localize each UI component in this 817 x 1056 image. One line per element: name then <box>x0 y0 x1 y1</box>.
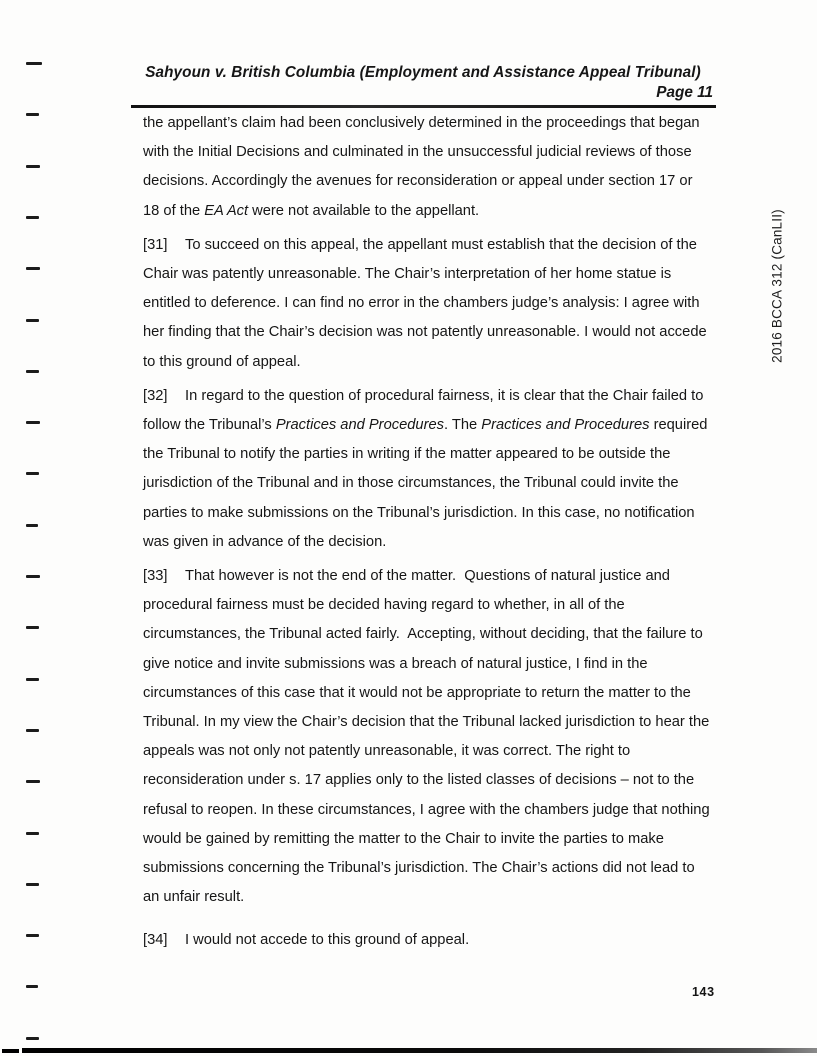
scan-edge-dash <box>2 1049 19 1053</box>
margin-scan-dash <box>26 985 38 988</box>
case-title: Sahyoun v. British Columbia (Employment and Assistance Appeal Tribunal) <box>145 64 701 81</box>
page-stamp: 143 <box>692 985 715 999</box>
margin-scan-dash <box>26 319 39 322</box>
paragraph-text: I would not accede to this ground of appeal. <box>185 932 470 949</box>
margin-scan-dash <box>26 267 40 270</box>
paragraph-number: [32] <box>143 387 168 404</box>
paragraph-text: were not available to the appellant. <box>248 202 480 219</box>
header-rule <box>131 105 716 108</box>
scan-edge-bar <box>22 1048 817 1053</box>
margin-scan-dash <box>26 575 40 578</box>
paragraph-text: EA Act <box>204 202 249 219</box>
paragraph-text: required the Tribunal to notify the parties in writing if the matter appeared to be outside the jurisdiction of the Tribunal and in those circumstances, the Tribunal could invite the parties to make submissions on the Tribunal’s jurisdiction. In this case, no notification was given in advance of the decision. <box>143 417 708 550</box>
margin-scan-dash <box>26 678 39 681</box>
judgment-body <box>143 109 711 961</box>
paragraph-number: [34] <box>143 932 168 949</box>
margin-scan-dash <box>26 421 40 424</box>
paragraph-text: Practices and Procedures <box>275 417 444 434</box>
judgment-paragraph <box>143 926 711 955</box>
margin-scan-dash <box>26 524 38 527</box>
paragraph-text: the appellant’s claim had been conclusively determined in the proceedings that began with the Initial Decisions and culminated in the unsuccessful judicial reviews of those decisions. Accordingly the avenues for reconsideration or appeal under section 17 or 18 of the <box>143 115 700 219</box>
judgment-paragraph <box>143 109 711 226</box>
margin-scan-dash <box>26 370 39 373</box>
margin-scan-dash <box>26 780 40 783</box>
paragraph-text: Practices and Procedures <box>481 417 650 434</box>
margin-scan-dash <box>26 934 39 937</box>
margin-scan-dash <box>26 62 42 65</box>
margin-scan-dash <box>26 832 39 835</box>
paragraph-number: [33] <box>143 568 168 585</box>
page-header <box>131 63 715 102</box>
paragraph-text: That however is not the end of the matter. Questions of natural justice and procedural fairness must be decided having regard to whether, in all of the circumstances, the Tribunal acted fairly. Accepting, without deciding, that the failure to give notice and invite submissions was a breach of natural justice, I find in the circumstances of this case that it would not be appropriate to return the matter to the Tribunal. In my view the Chair’s decision that the Tribunal lacked jurisdiction to hear the appeals was not only not patently unreasonable, it was correct. The right to reconsideration under s. 17 applies only to the listed classes of decisions – not to the refusal to reopen. In these circumstances, I agree with the chambers judge that nothing would be gained by remitting the matter to the Chair to invite the parties to make submissions concerning the Tribunal’s jurisdiction. The Chair’s actions did not lead to an unfair result. <box>143 568 710 906</box>
paragraph-text: In regard to the question of procedural fairness, it is clear that the Chair failed to follow the Tribunal’s <box>143 387 704 434</box>
margin-scan-dash <box>26 113 39 116</box>
margin-scan-dash <box>26 1037 39 1040</box>
judgment-paragraph <box>143 562 711 912</box>
judgment-paragraph <box>143 231 711 377</box>
paragraph-text: To succeed on this appeal, the appellant must establish that the decision of the Chair was patently unreasonable. The Chair’s interpretation of her home statue is entitled to deference. I can find no error in the chambers judge’s analysis: I agree with her finding that the Chair’s decision was not patently unreasonable. I would not accede to this ground of appeal. <box>143 236 707 370</box>
margin-scan-dash <box>26 626 39 629</box>
margin-scan-dash <box>26 883 39 886</box>
paragraph-number: [31] <box>143 236 168 253</box>
judgment-paragraph <box>143 382 711 557</box>
page-number-label: Page 11 <box>656 84 713 101</box>
margin-scan-dash <box>26 165 40 168</box>
margin-scan-dash <box>26 729 39 732</box>
citation-sidebar: 2016 BCCA 312 (CanLII) <box>769 209 785 363</box>
margin-scan-dash <box>26 216 39 219</box>
paragraph-text: . The <box>444 417 482 434</box>
margin-scan-dash <box>26 472 39 475</box>
